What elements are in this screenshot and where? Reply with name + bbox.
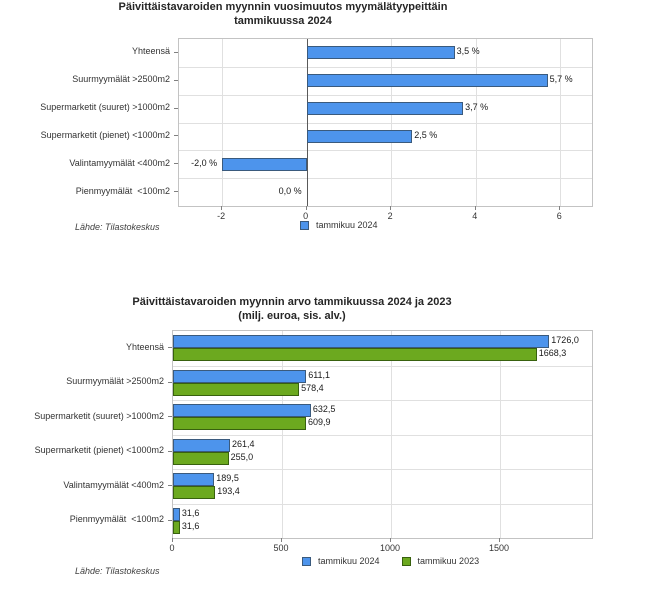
plot-area (172, 330, 593, 539)
value-label: 31,6 (181, 520, 200, 531)
x-axis-tick-label: 0 (169, 543, 175, 553)
category-label: Supermarketit (pienet) <1000m2 (40, 129, 170, 140)
bar-tammikuu-2024-row4 (222, 158, 307, 171)
chart-sales-yearly-change (0, 0, 651, 245)
category-label: Valintamyymälät <400m2 (69, 157, 170, 168)
chart-title-line2: (milj. euroa, sis. alv.) (238, 310, 346, 322)
category-label: Valintamyymälät <400m2 (63, 479, 164, 490)
category-label: Supermarketit (suuret) >1000m2 (34, 410, 164, 421)
legend-label: tammikuu 2024 (316, 220, 378, 230)
category-label: Pienmyymälät <100m2 (69, 514, 164, 525)
gridline-horizontal (173, 435, 592, 436)
bar-tammikuu-2024-row3 (307, 130, 413, 143)
x-axis-tick (499, 538, 500, 542)
value-label: 609,9 (308, 417, 331, 428)
gridline-vertical (500, 331, 501, 538)
gridline-horizontal (179, 67, 592, 68)
gridline-horizontal (173, 366, 592, 367)
category-tick (174, 52, 178, 53)
category-label: Suurmyymälät >2500m2 (72, 74, 170, 85)
zero-axis-line (307, 39, 308, 206)
category-label: Suurmyymälät >2500m2 (66, 376, 164, 387)
legend-swatch-blue (302, 557, 311, 566)
gridline-vertical (222, 39, 223, 206)
legend-entry (302, 556, 380, 566)
gridline-vertical (476, 39, 477, 206)
category-label: Supermarketit (pienet) <1000m2 (34, 445, 164, 456)
category-tick (174, 191, 178, 192)
bar-tammikuu-2024-row2 (307, 102, 463, 115)
category-tick (168, 382, 172, 383)
bar-tammikuu-2023-row1 (173, 383, 299, 396)
category-tick (174, 108, 178, 109)
gridline-vertical (560, 39, 561, 206)
plot-area (178, 38, 593, 207)
x-axis-tick-label: 6 (556, 211, 562, 221)
value-label: 1668,3 (538, 348, 567, 359)
chart-title (0, 295, 584, 323)
chart-title-line1: Päivittäistavaroiden myynnin arvo tammikuussa 2024 ja 2023 (132, 296, 452, 308)
source-label: Lähde: Tilastokeskus (75, 222, 160, 232)
x-axis-tick (221, 206, 222, 210)
value-label: 0,0 % (278, 185, 302, 196)
gridline-horizontal (173, 469, 592, 470)
x-axis-tick (559, 206, 560, 210)
chart-sales-value (0, 287, 651, 591)
category-label: Yhteensä (131, 46, 170, 57)
x-axis-tick (172, 538, 173, 542)
x-axis-tick (306, 206, 307, 210)
x-axis-tick-label: 4 (472, 211, 478, 221)
value-label: 3,5 % (456, 46, 480, 57)
x-axis-tick-label: 1000 (379, 543, 401, 553)
x-axis-tick-label: 0 (303, 211, 309, 221)
bar-tammikuu-2024-row1 (173, 370, 306, 383)
gridline-horizontal (173, 400, 592, 401)
category-tick (174, 80, 178, 81)
x-axis-tick (475, 206, 476, 210)
legend-entry (402, 556, 480, 566)
category-label: Yhteensä (125, 341, 164, 352)
bar-tammikuu-2023-row3 (173, 452, 229, 465)
gridline-vertical (391, 331, 392, 538)
value-label: 5,7 % (549, 74, 573, 85)
bar-tammikuu-2024-row2 (173, 404, 311, 417)
legend-swatch-green (402, 557, 411, 566)
gridline-horizontal (179, 178, 592, 179)
bar-tammikuu-2024-row1 (307, 74, 548, 87)
value-label: 193,4 (217, 486, 240, 497)
value-label: 578,4 (301, 382, 324, 393)
value-label: 632,5 (312, 404, 336, 415)
gridline-horizontal (179, 150, 592, 151)
value-label: 255,0 (230, 451, 254, 462)
gridline-vertical (391, 39, 392, 206)
value-label: 2,5 % (414, 129, 438, 140)
bar-tammikuu-2024-row0 (173, 335, 549, 348)
category-tick (168, 416, 172, 417)
value-label: 3,7 % (465, 102, 489, 113)
gridline-horizontal (173, 504, 592, 505)
category-tick (168, 520, 172, 521)
bar-tammikuu-2023-row5 (173, 521, 180, 534)
legend-label: tammikuu 2024 (318, 556, 380, 566)
gridline-horizontal (179, 95, 592, 96)
bar-tammikuu-2023-row0 (173, 348, 537, 361)
chart-title-line2: tammikuussa 2024 (234, 15, 332, 27)
chart-title (0, 0, 566, 28)
gridline-vertical (282, 331, 283, 538)
gridline-horizontal (179, 123, 592, 124)
bar-tammikuu-2023-row4 (173, 486, 215, 499)
x-axis-tick-label: -2 (217, 211, 226, 221)
bar-tammikuu-2023-row2 (173, 417, 306, 430)
x-axis-tick (390, 206, 391, 210)
value-label: 1726,0 (551, 335, 579, 346)
x-axis-tick-label: 500 (273, 543, 289, 553)
category-tick (168, 485, 172, 486)
chart-title-line1: Päivittäistavaroiden myynnin vuosimuutos myymälätyypeittäin (118, 1, 448, 13)
bar-tammikuu-2024-row4 (173, 473, 214, 486)
category-label: Supermarketit (suuret) >1000m2 (40, 102, 170, 113)
x-axis-tick (281, 538, 282, 542)
legend-label: tammikuu 2023 (417, 556, 480, 566)
category-label: Pienmyymälät <100m2 (75, 185, 170, 196)
category-tick (168, 347, 172, 348)
x-axis-tick-label: 2 (387, 211, 393, 221)
bar-tammikuu-2024-row3 (173, 439, 230, 452)
value-label: 31,6 (181, 507, 200, 518)
value-label: -2,0 % (191, 157, 218, 168)
category-tick (174, 135, 178, 136)
x-axis-tick (390, 538, 391, 542)
x-axis-tick-label: 1500 (488, 543, 510, 553)
value-label: 611,1 (308, 369, 331, 380)
bar-tammikuu-2024-row0 (307, 46, 455, 59)
source-label: Lähde: Tilastokeskus (75, 566, 160, 576)
category-tick (168, 451, 172, 452)
value-label: 189,5 (216, 473, 239, 484)
value-label: 261,4 (232, 438, 255, 449)
legend (302, 556, 479, 566)
bar-tammikuu-2024-row5 (173, 508, 180, 521)
